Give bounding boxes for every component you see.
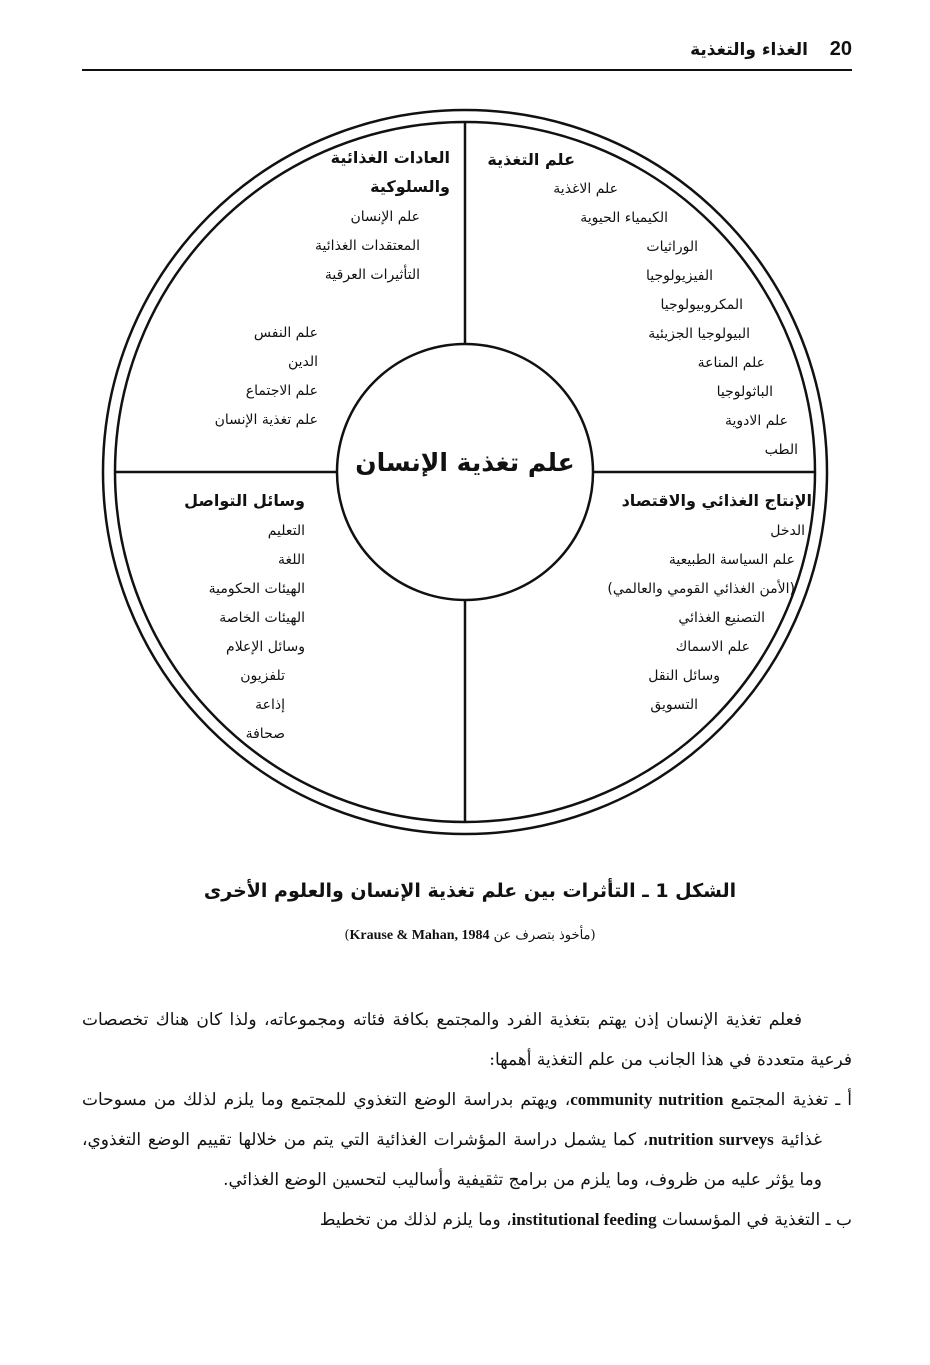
item: الكيمياء الحيوية	[580, 210, 668, 226]
item: علم النفس	[253, 325, 318, 341]
quadrant-heading: علم التغذية	[487, 150, 575, 169]
term: nutrition surveys	[648, 1130, 774, 1149]
item: الفيزيولوجيا	[646, 268, 713, 284]
item-b-lead: ب ـ التغذية في المؤسسات	[661, 1210, 852, 1230]
item: تلفزيون	[240, 668, 285, 684]
item: علم الاجتماع	[245, 383, 318, 399]
item: صحافة	[245, 726, 285, 742]
item: الدين	[287, 354, 318, 370]
item: علم السياسة الطبيعية	[668, 552, 795, 568]
body-text	[82, 1000, 852, 1240]
item: علم الاسماك	[675, 639, 750, 655]
quadrant-food-production	[622, 486, 812, 515]
item: (الأمن الغذائي القومي والعالمي)	[607, 581, 795, 597]
item: علم الاغذية	[553, 181, 618, 197]
term: institutional feeding	[511, 1210, 657, 1229]
page-number: 20	[829, 38, 852, 60]
source-reference: Krause & Mahan, 1984	[349, 928, 490, 943]
item: الوراثيات	[646, 239, 698, 255]
running-title: الغذاء والتغذية	[690, 40, 808, 60]
quadrant-nutrition-science	[487, 145, 575, 174]
item: الطب	[764, 442, 798, 458]
source-suffix: )	[344, 928, 350, 943]
figure-caption: الشكل 1 ـ التأثرات بين علم تغذية الإنسان والعلوم الأخرى	[203, 880, 737, 902]
quadrant-heading-line2: والسلوكية	[370, 177, 450, 196]
source-prefix: (مأخوذ بتصرف عن	[493, 928, 596, 943]
quadrant-heading: وسائل التواصل	[184, 491, 305, 510]
item: علم الإنسان	[350, 209, 420, 225]
center-label: علم تغذية الإنسان	[355, 448, 575, 477]
item-a-lead: أ ـ تغذية المجتمع	[730, 1090, 853, 1110]
item: علم المناعة	[697, 355, 765, 371]
quadrant-food-habits	[331, 143, 450, 172]
item: المكروبيولوجيا	[660, 297, 743, 313]
item: الهيئات الحكومية	[208, 581, 305, 597]
item: وسائل النقل	[648, 668, 720, 684]
item: الباثولوجيا	[716, 384, 773, 400]
quadrant-heading: العادات الغذائية	[330, 148, 450, 167]
item: وسائل الإعلام	[226, 639, 305, 655]
list-item-b	[82, 1200, 852, 1240]
quadrant-communication	[184, 486, 305, 515]
item: البيولوجيا الجزيئية	[648, 326, 750, 342]
item: التأثيرات العرقية	[324, 267, 420, 283]
term: community nutrition	[570, 1090, 724, 1109]
item: علم تغذية الإنسان	[214, 412, 318, 428]
figure-source	[100, 928, 840, 944]
item: المعتقدات الغذائية	[315, 238, 420, 254]
item: التعليم	[267, 523, 305, 539]
item: إذاعة	[255, 697, 285, 713]
item: الدخل	[770, 523, 805, 539]
item-a-text: ، ويهتم بدراسة الوضع التغذوي للمجتمع وما يلزم لذلك من مسوحات غذائية	[82, 1090, 822, 1150]
item: الهيئات الخاصة	[219, 610, 305, 626]
quadrant-heading-2	[370, 172, 450, 201]
item: اللغة	[277, 552, 305, 568]
item-a-text-2: ، كما يشمل دراسة المؤشرات الغذائية التي يتم من خلالها تقييم الوضع التغذوي، وما يؤثر عليه من ظروف، وما يلزم من برامج تثقيفية وأساليب لتحسين الوضع الغذائي.	[82, 1130, 822, 1190]
list-item-a	[82, 1080, 852, 1200]
quadrant-heading: الإنتاج الغذائي والاقتصاد	[621, 491, 812, 510]
paragraph: فعلم تغذية الإنسان إذن يهتم بتغذية الفرد والمجتمع بكافة فئاته ومجموعاته، ولذا كان هناك تخصصات فرعية متعددة في هذا الجانب من علم التغذية أهمها:	[82, 1010, 852, 1070]
item: علم الادوية	[724, 413, 788, 429]
item: التصنيع الغذائي	[678, 610, 765, 626]
item: التسويق	[650, 697, 698, 713]
item-b-text: ، وما يلزم لذلك من تخطيط	[319, 1210, 512, 1230]
